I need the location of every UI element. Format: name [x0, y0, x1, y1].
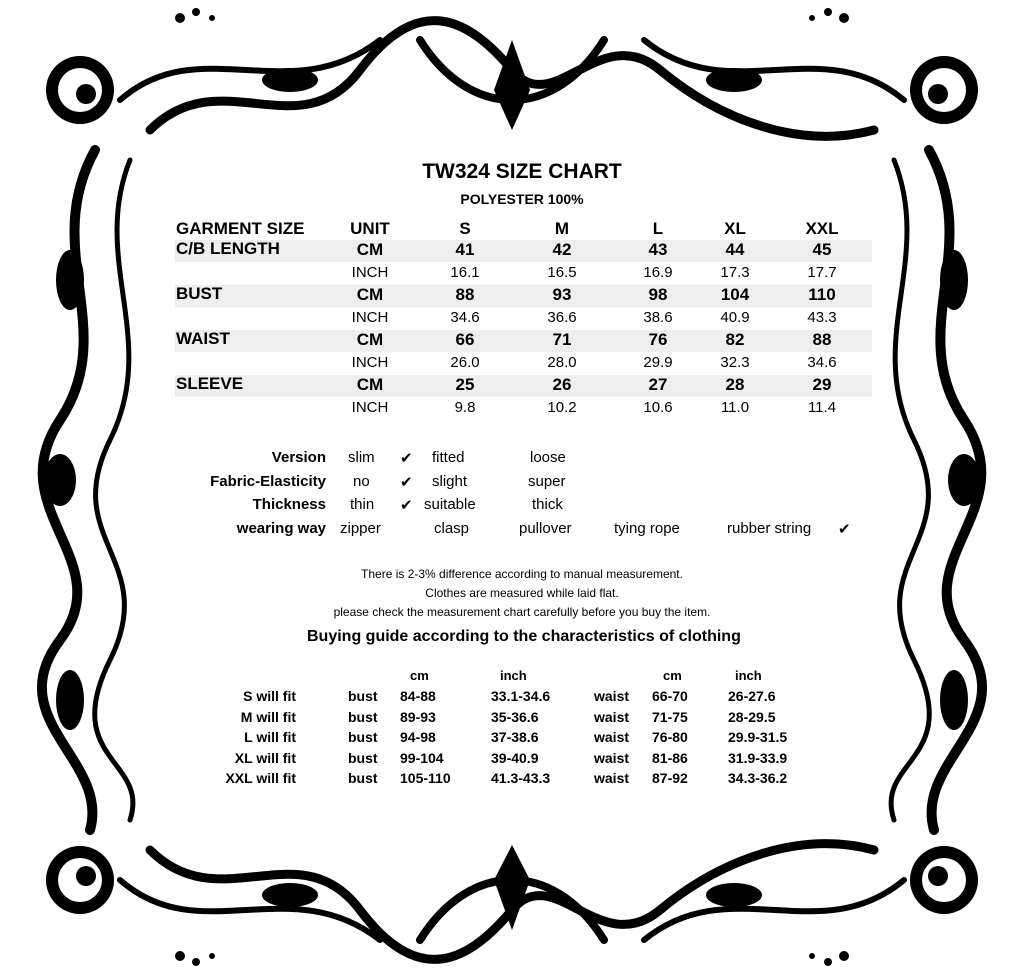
guide-cm: 99-104	[400, 749, 444, 766]
cell-inch: 38.6	[643, 309, 673, 326]
cell-cm: 27	[648, 375, 668, 394]
guide-inch: 39-40.9	[491, 749, 539, 766]
cell-inch: 26.0	[450, 354, 480, 371]
cell-cm: 25	[455, 375, 475, 394]
header-size-xxl: XXL	[805, 219, 839, 238]
checkmark-icon: ✔	[838, 520, 851, 538]
guide-inch: 41.3-43.3	[491, 770, 551, 786]
cell-inch: 9.8	[454, 399, 476, 416]
attribute-option: suitable	[424, 496, 476, 513]
unit-cm: CM	[356, 285, 384, 304]
attribute-option: zipper	[340, 519, 381, 537]
cell-inch: 34.6	[450, 309, 480, 326]
checkmark-icon: ✔	[400, 473, 413, 491]
cell-inch: 11.4	[807, 399, 837, 416]
header-size-s: S	[459, 219, 471, 238]
row-label: SLEEVE	[176, 374, 244, 393]
cell-cm: 88	[455, 285, 475, 304]
guide-size: L will fit	[244, 729, 296, 745]
cell-cm: 29	[812, 375, 832, 394]
guide-measure: bust	[348, 749, 378, 766]
guide-cm-header-2: cm	[663, 668, 682, 683]
attribute-option: rubber string	[727, 519, 812, 537]
attribute-option: pullover	[519, 519, 572, 537]
cell-cm: 43	[648, 240, 668, 259]
cell-cm: 26	[552, 375, 572, 394]
attribute-option: slim	[348, 449, 375, 466]
guide-measure: bust	[348, 688, 378, 704]
attribute-option: thick	[532, 496, 563, 513]
guide-inch-header-2: inch	[735, 668, 762, 683]
cell-inch: 34.6	[807, 354, 837, 371]
cell-cm: 104	[720, 285, 750, 304]
cell-cm: 41	[455, 240, 475, 259]
guide-cm: 66-70	[652, 688, 688, 704]
cell-inch: 10.2	[547, 399, 577, 416]
header-garment-size: GARMENT SIZE	[176, 219, 305, 238]
attribute-option: super	[528, 472, 566, 490]
cell-inch: 32.3	[720, 354, 750, 371]
guide-measure: bust	[348, 770, 378, 786]
cell-cm: 93	[552, 285, 572, 304]
header-unit: UNIT	[350, 219, 390, 238]
guide-inch: 26-27.6	[728, 688, 776, 704]
header-size-xl: XL	[724, 219, 746, 238]
guide-measure: waist	[594, 688, 630, 704]
attribute-option: clasp	[434, 519, 470, 537]
attribute-label: Version	[271, 449, 326, 466]
guide-inch: 34.3-36.2	[728, 770, 788, 786]
guide-cm: 81-86	[652, 749, 688, 766]
guide-cm: 89-93	[400, 708, 436, 725]
guide-inch: 35-36.6	[491, 708, 539, 725]
attribute-label: wearing way	[236, 519, 326, 537]
cell-inch: 16.1	[450, 264, 480, 281]
cell-inch: 29.9	[643, 354, 673, 371]
guide-cm: 76-80	[652, 729, 688, 745]
cell-inch: 16.5	[547, 264, 577, 281]
unit-cm: CM	[356, 330, 384, 349]
note-3: please check the measurement chart carefully before you buy the item.	[333, 605, 711, 619]
unit-cm: CM	[356, 375, 384, 394]
checkmark-icon: ✔	[400, 497, 413, 514]
guide-measure: bust	[348, 729, 378, 745]
cell-cm: 88	[812, 330, 832, 349]
cell-cm: 44	[725, 240, 745, 259]
row-label: C/B LENGTH	[176, 239, 280, 258]
cell-inch: 43.3	[807, 309, 837, 326]
cell-cm: 28	[725, 375, 745, 394]
page-title: TW324 SIZE CHART	[422, 160, 622, 183]
guide-inch: 31.9-33.9	[728, 749, 788, 766]
attribute-label: Thickness	[252, 496, 326, 513]
guide-inch: 29.9-31.5	[728, 729, 788, 745]
attribute-option: fitted	[432, 449, 465, 466]
unit-inch: INCH	[351, 354, 389, 371]
guide-cm: 84-88	[400, 688, 436, 704]
guide-size: XXL will fit	[225, 770, 296, 786]
cell-inch: 28.0	[547, 354, 577, 371]
unit-inch: INCH	[351, 309, 389, 326]
cell-cm: 71	[552, 330, 572, 349]
guide-inch: 37-38.6	[491, 729, 539, 745]
cell-cm: 42	[552, 240, 572, 259]
guide-measure: waist	[594, 708, 630, 725]
guide-inch: 33.1-34.6	[491, 688, 551, 704]
page-subtitle: POLYESTER 100%	[460, 191, 584, 207]
guide-cm: 71-75	[652, 708, 688, 725]
guide-inch-header-1: inch	[500, 668, 527, 683]
unit-cm: CM	[356, 240, 384, 259]
guide-cm: 105-110	[400, 770, 451, 786]
attribute-option: tying rope	[614, 519, 680, 537]
attribute-option: no	[353, 472, 370, 490]
guide-cm: 87-92	[652, 770, 688, 786]
buying-guide-title: Buying guide according to the characteristics of clothing	[307, 628, 741, 645]
cell-inch: 36.6	[547, 309, 577, 326]
cell-cm: 98	[648, 285, 668, 304]
unit-inch: INCH	[351, 264, 389, 281]
attribute-label: Fabric-Elasticity	[210, 472, 326, 490]
guide-measure: bust	[348, 708, 378, 725]
guide-measure: waist	[594, 729, 630, 745]
cell-cm: 45	[812, 240, 832, 259]
guide-size: XL will fit	[234, 749, 296, 766]
note-1: There is 2-3% difference according to manual measurement.	[361, 567, 683, 581]
cell-cm: 82	[725, 330, 745, 349]
cell-inch: 17.3	[720, 264, 750, 281]
cell-inch: 10.6	[643, 399, 673, 416]
guide-size: M will fit	[240, 708, 296, 725]
header-size-l: L	[652, 219, 664, 238]
unit-inch: INCH	[351, 399, 389, 416]
guide-inch: 28-29.5	[728, 708, 776, 725]
guide-size: S will fit	[243, 688, 296, 704]
guide-cm: 94-98	[400, 729, 436, 745]
cell-inch: 17.7	[807, 264, 837, 281]
row-label: WAIST	[176, 329, 230, 348]
cell-cm: 110	[808, 285, 836, 304]
attribute-option: thin	[350, 496, 375, 513]
cell-inch: 40.9	[720, 309, 750, 326]
cell-inch: 16.9	[643, 264, 673, 281]
cell-inch: 11.0	[720, 399, 750, 416]
checkmark-icon: ✔	[400, 450, 413, 467]
guide-measure: waist	[594, 749, 630, 766]
cell-cm: 76	[648, 330, 668, 349]
header-size-m: M	[554, 219, 570, 238]
attribute-option: slight	[432, 472, 468, 490]
guide-cm-header-1: cm	[410, 668, 429, 683]
guide-measure: waist	[594, 770, 630, 786]
note-2: Clothes are measured while laid flat.	[425, 586, 619, 600]
cell-cm: 66	[455, 330, 475, 349]
attribute-option: loose	[530, 449, 566, 466]
row-label: BUST	[176, 284, 223, 303]
